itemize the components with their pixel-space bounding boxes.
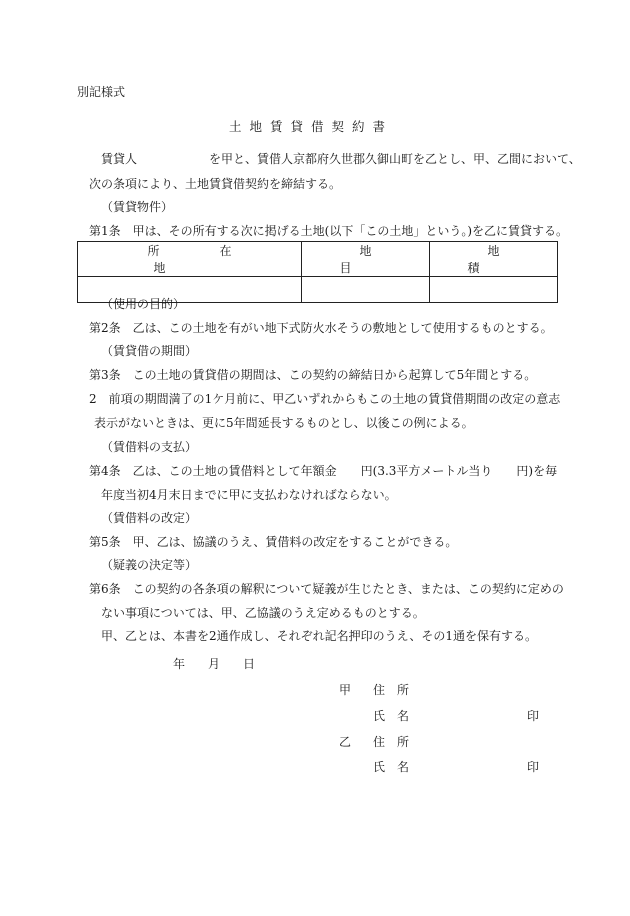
article-3-heading: （賃貸借の期間） [101,344,198,358]
date-day-label: 日 [243,657,256,671]
article-3-para-2-line-1: 2 前項の期間満了の1ケ月前に、甲乙いずれからもこの土地の賃貸借期間の改定の意志 [89,392,561,406]
party-b-address-label: 住 所 [373,735,410,749]
document-title: 土地賃貸借契約書 [229,119,394,134]
land-table-header-location: 所在地 [78,242,302,277]
party-a-name-label: 氏 名 [373,709,410,723]
date-month-label: 月 [208,657,221,671]
article-3-para-2-line-2: 表示がないときは、更に5年間延長するものとし、以後この例による。 [94,416,474,430]
party-b-label: 乙 [339,735,352,749]
article-5-text: 第5条 甲、乙は、協議のうえ、賃借料の改定をすることができる。 [89,535,458,549]
article-1-text: 第1条 甲は、その所有する次に掲げる土地(以下「この土地」という。)を乙に賃貸する。 [89,224,569,238]
land-table [77,241,558,303]
party-a-label: 甲 [339,683,352,697]
land-table-cell-area [430,277,558,303]
form-label: 別記様式 [77,85,126,99]
article-4-heading: （賃借料の支払） [101,440,198,454]
land-table-header-category: 地目 [302,242,430,277]
date-year-label: 年 [173,657,186,671]
land-table-header-area: 地積 [430,242,558,277]
article-1-heading: （賃貸物件） [101,200,174,214]
land-table-header-row [78,242,558,277]
party-a-address-label: 住 所 [373,683,410,697]
land-table-cell-category [302,277,430,303]
article-2-heading: （使用の目的） [101,297,186,311]
article-4-text-line-1: 第4条 乙は、この土地の賃借料として年額金 円(3.3平方メートル当り 円)を毎 [89,464,558,478]
party-b-seal-mark: 印 [527,760,540,774]
closing-statement: 甲、乙とは、本書を2通作成し、それぞれ記名押印のうえ、その1通を保有する。 [101,629,537,643]
article-3-text: 第3条 この土地の賃貸借の期間は、この契約の締結日から起算して5年間とする。 [89,368,537,382]
article-5-heading: （賃借料の改定） [101,511,198,525]
party-a-seal-mark: 印 [527,709,540,723]
preamble-line-2: 次の条項により、土地賃貸借契約を締結する。 [89,177,342,191]
party-b-name-label: 氏 名 [373,760,410,774]
preamble-line-1: 賃貸人 を甲と、賃借人京都府久世郡久御山町を乙とし、甲、乙間において、 [101,152,581,166]
article-6-text-line-2: ない事項については、甲、乙協議のうえ定めるものとする。 [101,606,425,620]
article-6-heading: （疑義の決定等） [101,558,198,572]
article-2-text: 第2条 乙は、この土地を有がい地下式防火水そうの敷地として使用するものとする。 [89,321,553,335]
article-4-text-line-2: 年度当初4月末日までに甲に支払わなければならない。 [101,488,397,502]
article-6-text-line-1: 第6条 この契約の各条項の解釈について疑義が生じたとき、または、この契約に定めの [89,582,564,596]
